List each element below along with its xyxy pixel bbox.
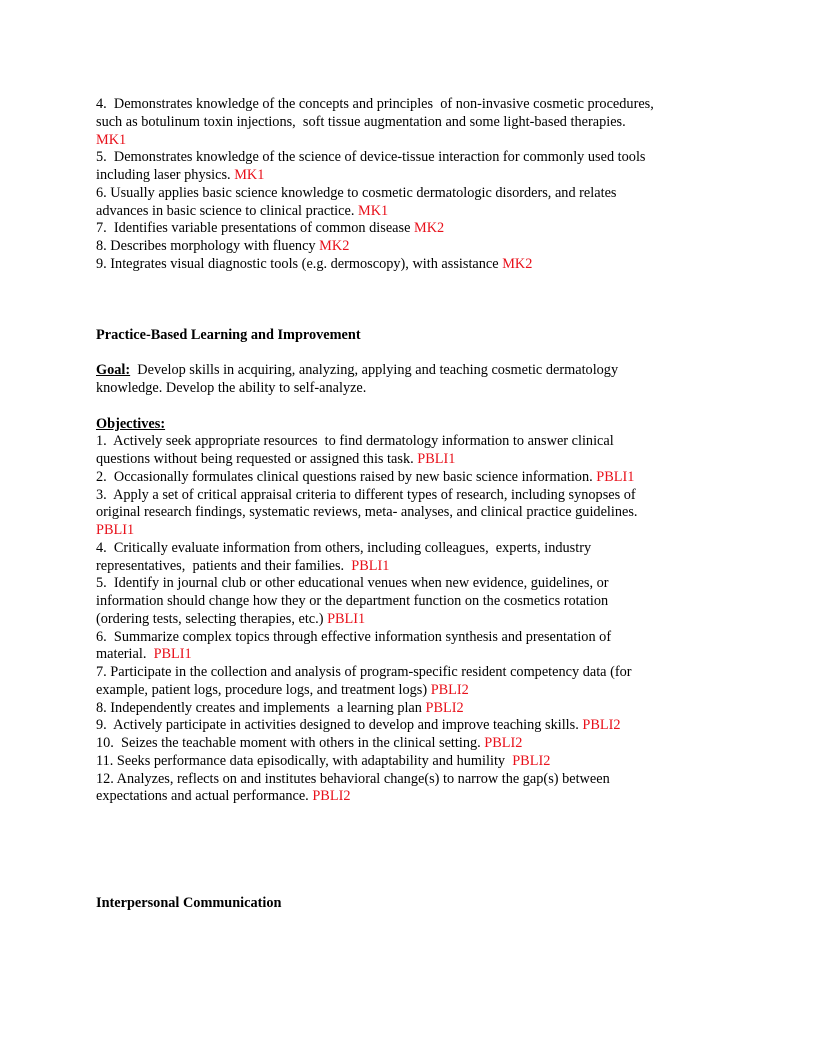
objective-text: 10. Seizes the teachable moment with others in the clinical setting. xyxy=(96,735,485,751)
list-item-line xyxy=(96,646,720,664)
list-item-line xyxy=(96,167,720,185)
objective-text: example, patient logs, procedure logs, and treatment logs) xyxy=(96,681,431,698)
objective-text: original research findings, systematic reviews, meta- analyses, and clinical practice guidelines. xyxy=(96,504,638,521)
list-item-line xyxy=(96,96,720,114)
list-item-line xyxy=(96,593,720,611)
goal-text: Develop skills in acquiring, analyzing, applying and teaching cosmetic dermatology xyxy=(130,362,619,379)
objective-text: 7. Participate in the collection and analysis of program-specific resident competency data (for xyxy=(96,664,632,680)
objective-text: 9. Integrates visual diagnostic tools (e.g. dermoscopy), with assistance xyxy=(96,255,503,272)
objective-text: 8. Independently creates and implements a learning plan xyxy=(96,699,426,716)
list-item-line xyxy=(96,487,720,505)
competency-code: PBLI1 xyxy=(596,468,635,485)
competency-code: PBLI1 xyxy=(96,522,135,538)
competency-code: PBLI2 xyxy=(425,699,464,716)
list-item xyxy=(96,771,720,807)
list-item-line xyxy=(96,682,720,700)
competency-code: PBLI2 xyxy=(484,735,523,751)
list-item-line xyxy=(96,664,720,682)
objective-text: 8. Describes morphology with fluency xyxy=(96,238,320,254)
competency-code: PBLI2 xyxy=(430,681,469,698)
objective-text: 6. Summarize complex topics through effective information synthesis and presentation of xyxy=(96,628,612,645)
objective-text: advances in basic science to clinical practice. xyxy=(96,202,358,219)
list-item-line xyxy=(96,114,720,132)
objective-text: representatives, patients and their families. xyxy=(96,557,352,574)
list-item xyxy=(96,575,720,628)
list-item-line xyxy=(96,149,720,167)
competency-code: MK1 xyxy=(357,202,389,219)
list-item-line xyxy=(96,203,720,221)
list-item-line xyxy=(96,220,720,238)
list-item xyxy=(96,700,720,718)
objective-text: information should change how they or the department function on the cosmetics rotation xyxy=(96,593,609,609)
competency-code: PBLI1 xyxy=(327,610,366,627)
list-item xyxy=(96,96,720,149)
list-item-line xyxy=(96,132,720,150)
list-item xyxy=(96,540,720,576)
list-item xyxy=(96,753,720,771)
list-item-line xyxy=(96,575,720,593)
competency-code: PBLI2 xyxy=(512,752,551,769)
list-item-line xyxy=(96,256,720,274)
list-item-line xyxy=(96,451,720,469)
competency-code: PBLI1 xyxy=(417,451,456,467)
list-item xyxy=(96,256,720,274)
objective-text: 5. Identify in journal club or other educational venues when new evidence, guidelines, or xyxy=(96,575,609,592)
objective-text: 7. Identifies variable presentations of common disease xyxy=(96,220,415,237)
list-item-line xyxy=(96,469,720,487)
list-item-line xyxy=(96,753,720,771)
objective-text: material. xyxy=(96,646,154,663)
pbli-objectives-list xyxy=(96,433,720,806)
list-item-line xyxy=(96,611,720,629)
list-item-line xyxy=(96,735,720,753)
list-item-line xyxy=(96,700,720,718)
list-item xyxy=(96,149,720,185)
competency-code: PBLI1 xyxy=(351,557,390,574)
objective-text: questions without being requested or assigned this task. xyxy=(96,451,418,467)
objective-text: 11. Seeks performance data episodically, with adaptability and humility xyxy=(96,752,513,769)
list-item xyxy=(96,629,720,665)
list-item-line xyxy=(96,558,720,576)
pbli-goal-line xyxy=(96,362,720,380)
list-item xyxy=(96,185,720,221)
competency-code: MK2 xyxy=(414,220,445,237)
objective-text: 3. Apply a set of critical appraisal criteria to different types of research, including synopses of xyxy=(96,486,636,503)
objective-text: 6. Usually applies basic science knowledge to cosmetic dermatologic disorders, and relates xyxy=(96,184,617,201)
competency-code: MK2 xyxy=(502,255,533,272)
list-item-line xyxy=(96,540,720,558)
competency-code: PBLI1 xyxy=(153,646,192,663)
objective-text: including laser physics. xyxy=(96,167,235,183)
list-item xyxy=(96,220,720,238)
list-item-line xyxy=(96,629,720,647)
list-item xyxy=(96,469,720,487)
objective-text: 12. Analyzes, reflects on and institutes behavioral change(s) to narrow the gap(s) between xyxy=(96,770,610,787)
list-item-line xyxy=(96,185,720,203)
list-item xyxy=(96,487,720,540)
mk-objectives-list xyxy=(96,96,720,274)
goal-label: Goal: xyxy=(96,362,131,379)
competency-code: MK2 xyxy=(319,238,350,254)
objective-text: 9. Actively participate in activities designed to develop and improve teaching skills. xyxy=(96,717,583,734)
list-item-line xyxy=(96,788,720,806)
list-item-line xyxy=(96,238,720,256)
competency-code: PBLI2 xyxy=(582,717,621,734)
objective-text: such as botulinum toxin injections, soft tissue augmentation and some light-based therapies. xyxy=(96,113,626,130)
ic-heading: Interpersonal Communication xyxy=(96,894,282,911)
list-item xyxy=(96,433,720,469)
competency-code: MK1 xyxy=(96,131,127,148)
objective-text: 2. Occasionally formulates clinical questions raised by new basic science information. xyxy=(96,468,597,485)
objective-text: 4. Demonstrates knowledge of the concepts and principles of non-invasive cosmetic procedures, xyxy=(96,96,654,112)
list-item-line xyxy=(96,522,720,540)
objective-text: 4. Critically evaluate information from others, including colleagues, experts, industry xyxy=(96,539,592,556)
objective-text: 1. Actively seek appropriate resources to find dermatology information to answer clinical xyxy=(96,433,614,450)
pbli-goal-line-2: knowledge. Develop the ability to self-analyze. xyxy=(96,380,367,396)
objectives-label: Objectives: xyxy=(96,415,166,432)
document-page xyxy=(96,96,720,913)
objective-text: expectations and actual performance. xyxy=(96,788,313,805)
list-item xyxy=(96,238,720,256)
competency-code: PBLI2 xyxy=(312,788,351,805)
list-item xyxy=(96,664,720,700)
list-item-line xyxy=(96,771,720,789)
competency-code: MK1 xyxy=(234,167,265,183)
objective-text: (ordering tests, selecting therapies, etc.) xyxy=(96,610,328,627)
list-item-line xyxy=(96,717,720,735)
pbli-heading: Practice-Based Learning and Improvement xyxy=(96,326,361,343)
list-item-line xyxy=(96,504,720,522)
list-item xyxy=(96,717,720,735)
list-item-line xyxy=(96,433,720,451)
objective-text: 5. Demonstrates knowledge of the science of device-tissue interaction for commonly used tools xyxy=(96,149,646,166)
list-item xyxy=(96,735,720,753)
